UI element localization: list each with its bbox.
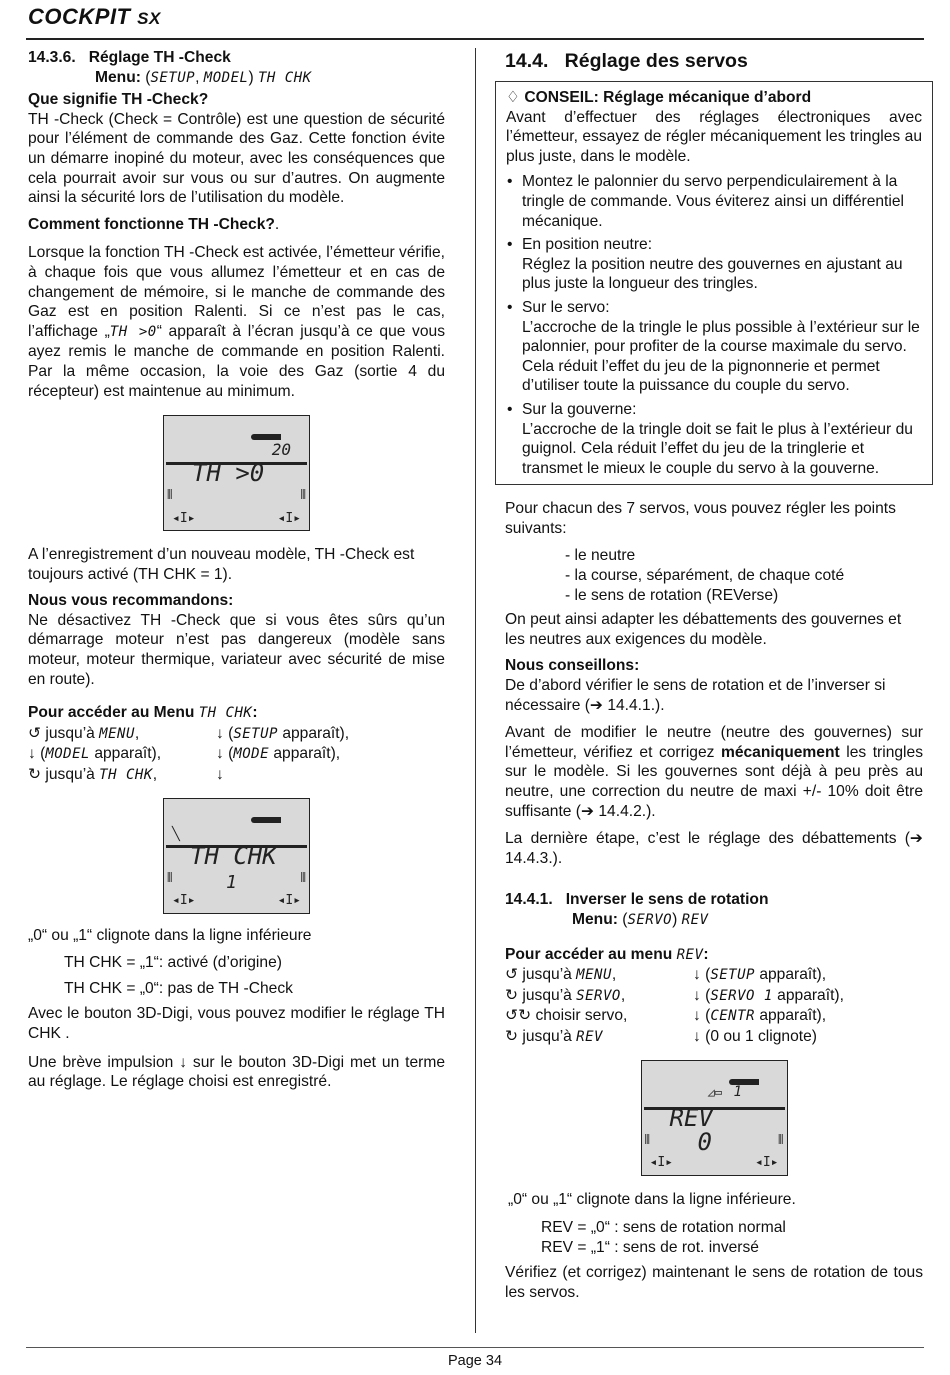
step-text: jusqu’à [41,724,100,742]
trim-bottom-right-icon: ◂I▸ [277,510,301,526]
trim-bottom-right-icon: ◂I▸ [277,893,301,909]
bullet-body: Réglez la position neutre des gouvernes en ajustant au plus juste la longueur des tringles. [522,255,903,293]
step-lcd: MENU [99,725,135,742]
rotate-right-icon: ↻ [505,986,519,1004]
paragraph-3 [505,723,923,821]
access-heading [28,703,445,724]
paragraph-1: TH -Check (Check = Contrôle) est une question de sécurité pour l’élément de commande des Gaz. Cette fonction évite un démarre inopiné du moteur, avec les conséquences que cela pourrait avoir sur vous ou sur d’autres. On augmente ainsi la sécurité lors de l’utilisation du modèle. [28,110,445,207]
bullet-item [506,235,922,294]
plane-icon [251,817,281,823]
blink-note: „0“ ou „1“ clignote dans la ligne inférieure. [508,1190,796,1208]
rotate-left-icon: ↺ [28,724,42,742]
display-top-value: 20 [271,440,291,460]
question-2: Comment fonctionne TH -Check? [28,215,275,233]
paragraph-5b: sur le bouton 3D-Digi met un terme au réglage. Le réglage choisi est enregistré. [28,1053,446,1091]
step-end: apparaît), [754,966,827,984]
header-rule [26,38,924,40]
question-2-dot: . [274,215,280,233]
press-down-icon: ↓ [216,745,224,763]
display-value: 1 [226,871,237,893]
step-a [28,744,216,765]
step-text: ( [700,1007,711,1025]
trim-bottom-left-icon: ◂I▸ [172,510,196,526]
option-1: REV = „0“ : sens de rotation normal [541,1219,786,1237]
trim-left-icon: ⫴ [644,1132,650,1148]
list-item: - la course, séparément, de chaque coté [565,567,845,585]
press-down-icon: ↓ [693,1007,701,1025]
step-text: jusqu’à [518,966,577,984]
paragraph-5: Vérifiez (et corrigez) maintenant le sens de rotation de tous les servos. [505,1264,923,1301]
access-title: Pour accéder au Menu [28,704,195,722]
bullet-item [506,400,922,478]
step-lcd: SERVO 1 [710,987,773,1004]
press-down-icon: ↓ [693,966,701,984]
step-text: jusqu’à [518,1027,577,1045]
tip-text: Avant d’effectuer des réglages électroniques avec l’émetteur, essayez de régler mécaniquement les tringles au plus juste, dans le modèle. [506,108,922,165]
step-lcd: MENU [576,967,612,984]
section-number: 14.4.1. [505,891,553,909]
step-a [505,965,693,986]
press-down-icon: ↓ [216,766,224,784]
trim-right-icon: ⫴ [300,870,306,886]
step-b [216,765,445,786]
trim-bottom-right-icon: ◂I▸ [755,1154,779,1170]
press-down-icon: ↓ [28,745,36,763]
step-a [505,986,693,1007]
press-down-icon: ↓ [693,1027,701,1045]
paragraph-5a: Une brève impulsion [28,1053,180,1071]
access-title: Pour accéder au menu [505,945,673,963]
section-number: 14.4. [505,50,549,72]
step-text: jusqu’à [41,766,100,784]
access-steps [505,965,923,1047]
paragraph-3b: les tringles sur le modèle. Si les gouvernes sont déjà à peu près au neutre, une correction du neutre de maxi +/- 10% doit être suffisante (➔ 14.4.2.). [505,743,923,820]
arrow-indicator-icon: ╲ [172,826,180,842]
display-main-text: TH >0 [192,459,265,488]
step-lcd: SETUP [233,725,278,742]
page-number: Page 34 [447,1353,503,1369]
lcd-display-th-check [163,415,310,531]
menu-close: ) [248,68,254,86]
advice-title: Nous conseillons: [505,657,640,675]
display-separator [644,1107,785,1110]
section-14-4-1-heading [505,890,923,910]
paragraph-3a: Avant de modifier le neutre (neutre des gouvernes) sur l’émetteur, vérifiez et corrigez [505,724,923,761]
step-b [216,744,445,765]
bullet-item [506,172,922,231]
list-item: - le neutre [565,547,636,565]
step-end: apparaît), [277,724,350,742]
rotate-both-icon: ↺↻ [505,1007,532,1025]
menu-path [28,68,445,89]
section-title: Réglage TH -Check [88,49,231,66]
step-end: , [611,966,617,984]
recommend-text: Ne désactivez TH -Check que si vous êtes sûrs qu’un démarrage moteur n’est pas dangereux (modèle sans moteur, moteur thermique, variateur avec sécurité de mise en route). [28,611,445,688]
tip-box [495,81,933,485]
list-item: - le sens de rotation (REVerse) [565,586,779,604]
bullet-body: L’accroche de la tringle le plus possible à l’extérieur sur le palonnier, pour profiter de la course maximale du servo. Cela réduit l’effet du jeu de la pignonnerie et permet d’utiliser toute la puissance du couple du servo. [522,318,920,395]
recommend-title: Nous vous recommandons: [28,592,234,610]
step-text: jusqu’à [518,986,577,1004]
step-text: (0 ou 1 clignote) [700,1027,817,1045]
step-b [216,724,445,745]
question-2-line [28,215,445,235]
menu-label: Menu: [95,68,141,86]
menu-open: ( [145,68,151,86]
column-divider [475,48,476,1333]
trim-left-icon: ⫴ [167,870,173,886]
brand-logo [28,4,161,29]
step-text: ( [35,745,46,763]
paragraph-4: La dernière étape, c’est le réglage des débattements (➔ 14.4.3.). [505,830,923,867]
option-2: REV = „1“ : sens de rot. inversé [541,1238,759,1256]
section-14-3-6-heading [28,48,445,68]
question-1: Que signifie TH -Check? [28,91,209,109]
display-value: 0 [697,1127,712,1156]
menu-label: Menu: [572,910,618,928]
paragraph-2a: Lorsque la fonction TH -Check est activée, l’émetteur vérifie, à chaque fois que vous allumez l’émetteur et en cas de changement de mémoire, si le manche de commande des Gaz est en position Ralenti. Si ce n’est pas le cas, l’affichage „ [28,244,445,340]
menu-close: ) [672,910,678,928]
paragraph-4: Avec le bouton 3D-Digi, vous pouvez modifier le réglage TH CHK . [28,1005,445,1042]
option-1: TH CHK = „1“: activé (d’origine) [64,954,282,972]
step-a [505,1027,693,1048]
bullet-head: • En position neutre: [522,236,653,254]
step-text: ( [700,966,711,984]
access-colon: : [252,704,258,722]
step-text: choisir servo, [531,1007,628,1025]
step-end: apparaît), [89,745,162,763]
menu-setup: SETUP [150,69,196,86]
section-title: Inverser le sens de rotation [565,891,769,909]
menu-model: MODEL [203,69,249,86]
menu-comma: , [195,68,204,86]
menu-thchk: TH CHK [257,69,312,86]
trim-right-icon: ⫴ [300,488,306,504]
paragraph-2b: “ apparaît à l’écran jusqu’à ce que vous ayez remis le manche de commande en position Ralenti. Par la même occasion, la voie des Gaz (sortie 4 du récepteur) est maintenue au minimum. [28,322,445,400]
trim-bottom-left-icon: ◂I▸ [172,893,196,909]
trim-bottom-left-icon: ◂I▸ [649,1154,673,1170]
menu-rev: REV [681,911,709,928]
advice-text: De d’abord vérifier le sens de rotation et de l’inverser si nécessaire (➔ 14.4.1.). [505,677,886,714]
access-colon: : [703,945,709,963]
press-down-icon: ↓ [693,986,701,1004]
press-down-icon: ↓ [179,1053,187,1071]
step-lcd: TH CHK [99,767,153,784]
menu-servo: SERVO [627,911,673,928]
paragraph-2 [28,243,445,401]
tip-bullets [506,172,922,478]
step-text: ( [223,745,234,763]
section-number: 14.3.6. [28,49,76,66]
access-steps [28,724,445,786]
bullet-head: • Sur la gouverne: [522,400,637,418]
display-main-text: REV [669,1103,713,1132]
step-b [693,965,923,986]
display-main-text: TH CHK [190,841,277,870]
tip-title: CONSEIL: Réglage mécanique d’abord [524,89,812,106]
bullet-body: L’accroche de la tringle doit se fait le plus à l’extérieur du guignol. Cela réduit l’effet du jeu de la tringlerie et transmet le mieux le couple du servo à la gouverne. [522,420,913,477]
access-lcd: REV [676,946,704,963]
trim-right-icon: ⫴ [778,1132,784,1148]
step-lcd: CENTR [710,1008,755,1025]
step-end: apparaît), [772,986,844,1004]
step-end: , [152,766,158,784]
step-end: , [620,986,626,1004]
brand-main: COCKPIT [28,4,131,29]
step-lcd: MODE [233,746,270,763]
access-lcd: TH CHK [198,705,253,722]
paragraph-3-bold: mécaniquement [720,743,840,761]
bullet-head: • Montez le palonnier du servo perpendiculairement à la tringle de commande. Vous éviterez ainsi un différentiel mécanique. [522,173,904,230]
display-top-value: 1 [733,1083,742,1100]
menu-open: ( [622,910,628,928]
right-column [505,48,923,1310]
footer-rule [26,1347,924,1348]
paragraph-3: A l’enregistrement d’un nouveau modèle, TH -Check est toujours activé (TH CHK = 1). [28,546,415,583]
step-a [28,724,216,745]
tip-lamp-icon: ♢ [506,89,520,106]
step-lcd: SETUP [710,967,755,984]
menu-path-values [145,69,311,86]
lcd-display-rev [641,1060,788,1176]
menu-path-values [622,911,708,928]
rotate-left-icon: ↺ [505,966,519,984]
step-text: ( [700,986,711,1004]
paragraph-1: Pour chacun des 7 servos, vous pouvez régler les points suivants: [505,500,896,537]
trim-left-icon: ⫴ [167,488,173,504]
press-down-icon: ↓ [216,724,224,742]
step-end: , [134,724,140,742]
bullet-item [506,298,922,396]
paragraph-2: On peut ainsi adapter les débattements des gouvernes et les neutres aux exigences du modèle. [505,611,902,648]
brand-suffix: SX [137,9,161,28]
rotate-right-icon: ↻ [505,1027,519,1045]
left-column [28,48,445,1099]
step-end: apparaît), [269,745,341,763]
section-title: Réglage des servos [564,50,748,72]
step-b [693,1006,923,1027]
section-14-4-heading [505,49,923,73]
tip-heading [506,88,922,108]
step-b [693,986,923,1007]
step-a [505,1006,693,1027]
paragraph-5 [28,1053,445,1092]
step-a [28,765,216,786]
step-lcd: REV [576,1028,603,1045]
option-2: TH CHK = „0“: pas de TH -Check [64,979,293,997]
step-lcd: MODEL [45,746,90,763]
lcd-display-th-chk [163,798,310,914]
access-heading [505,945,923,966]
rotate-right-icon: ↻ [28,766,42,784]
paragraph-2-lcd: TH >0 [109,323,157,340]
menu-path [505,910,923,931]
servo-box-icon: ◿▭ [707,1084,722,1099]
step-b [693,1027,923,1048]
step-end: apparaît), [754,1007,827,1025]
step-text: ( [223,724,234,742]
blink-note: „0“ ou „1“ clignote dans la ligne inférieure [28,926,312,944]
step-lcd: SERVO [576,987,621,1004]
bullet-head: • Sur le servo: [522,298,610,316]
